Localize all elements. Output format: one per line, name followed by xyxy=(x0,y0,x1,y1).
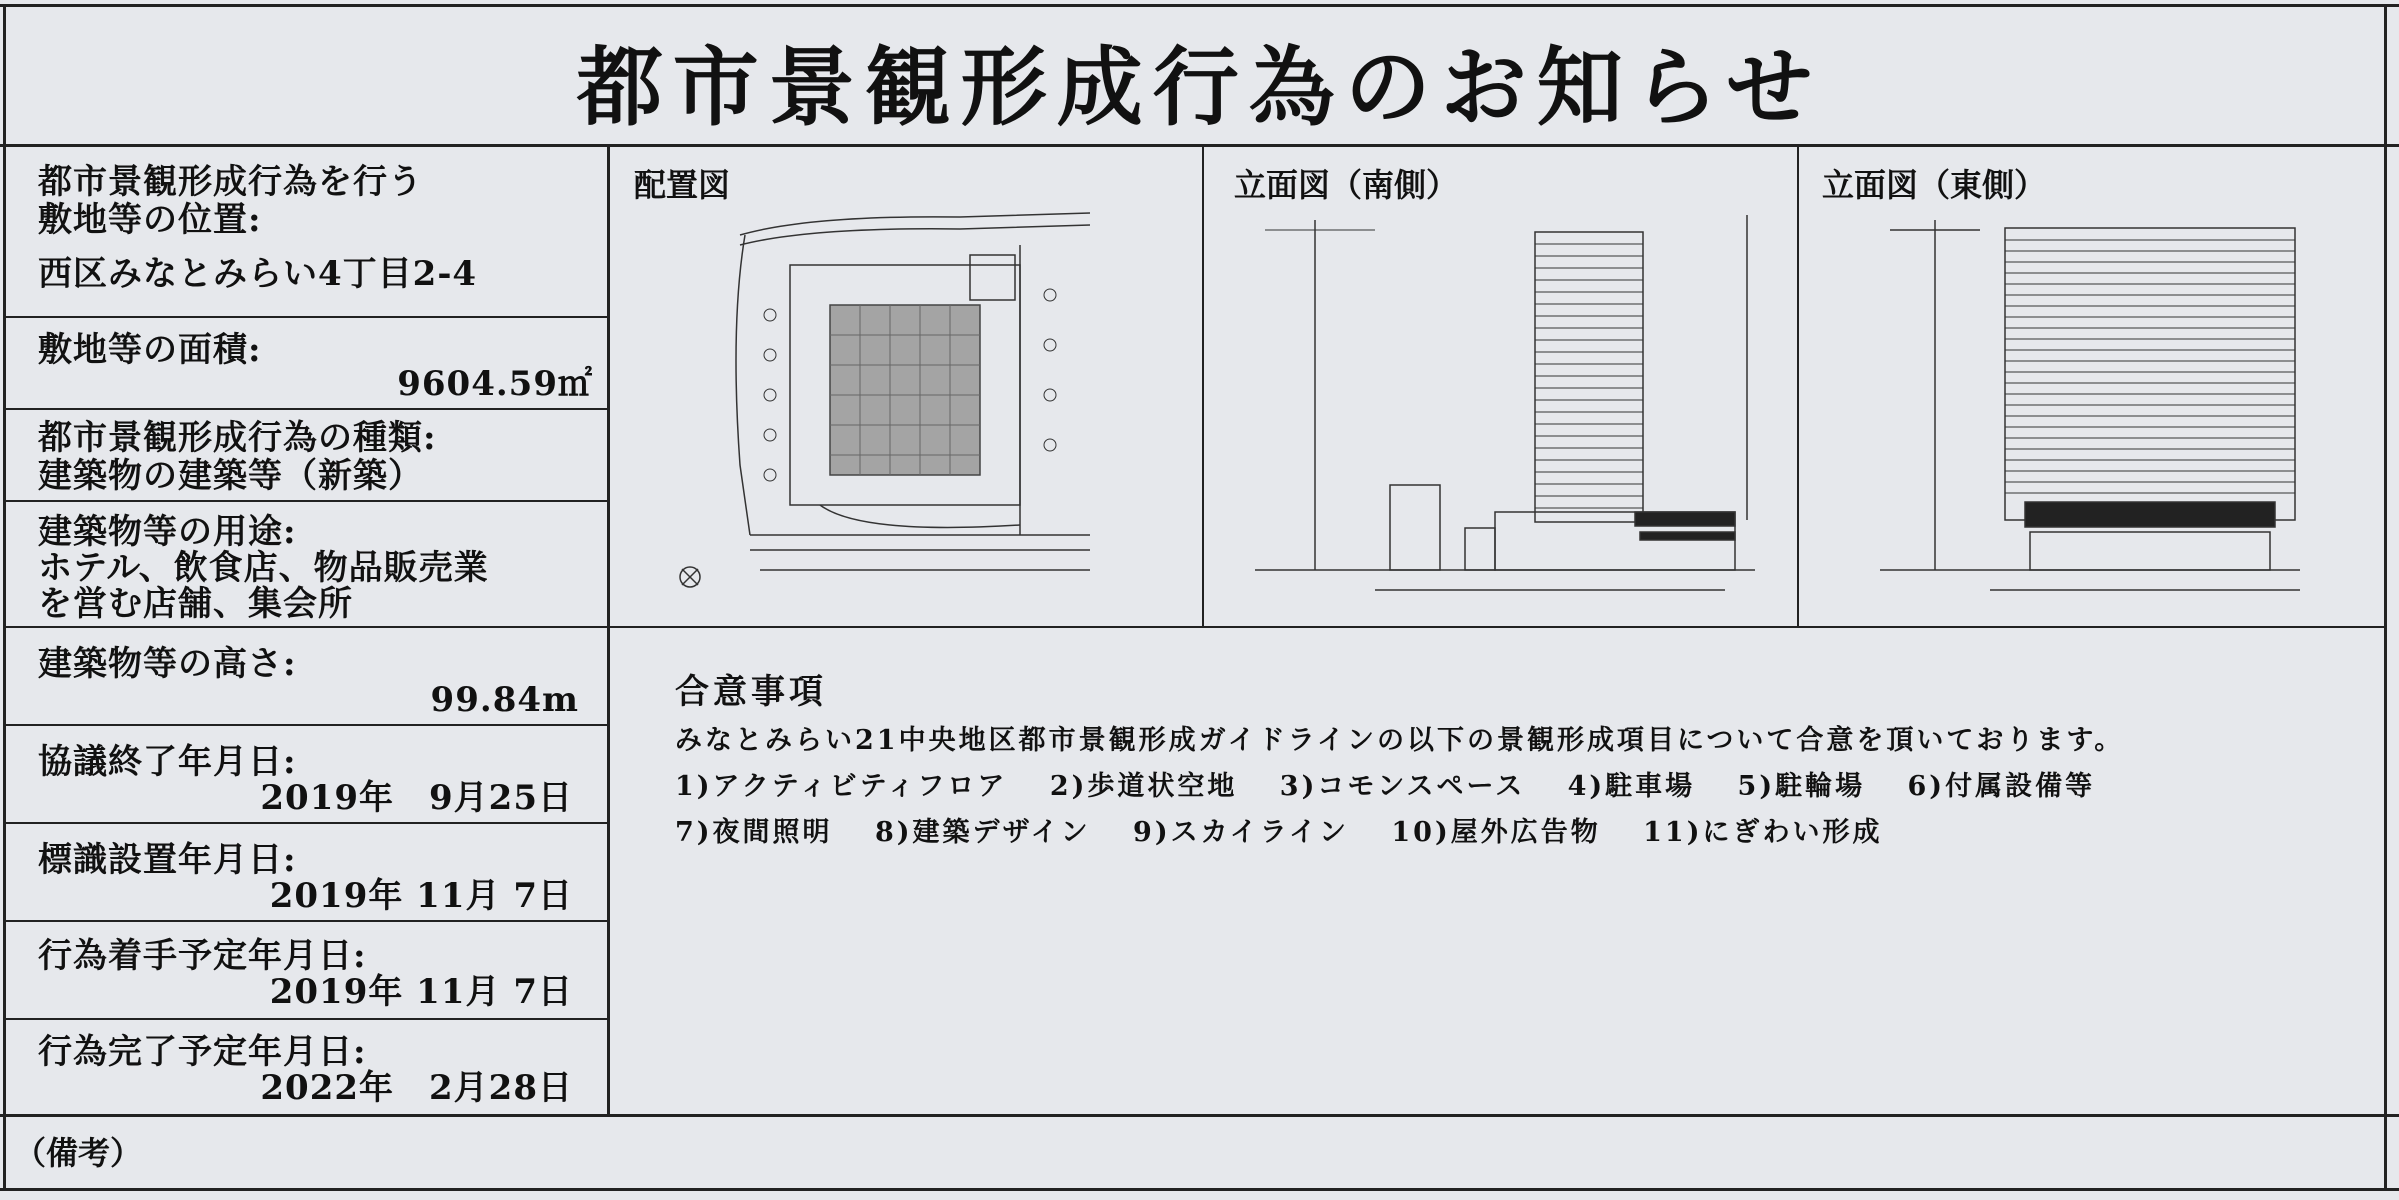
frame-top xyxy=(0,4,2399,7)
height-label: 建築物等の高さ: xyxy=(38,644,297,684)
frame-title-bottom xyxy=(0,144,2399,147)
type-value: 建築物の建築等（新築） xyxy=(38,456,423,496)
frame-bottom xyxy=(0,1188,2399,1191)
page-title: 都市景観形成行為のお知らせ xyxy=(576,37,1823,138)
info-column-divider xyxy=(607,144,610,1116)
location-label-2: 敷地等の位置: xyxy=(38,200,262,240)
info-sep-3 xyxy=(3,500,608,502)
location-label-1: 都市景観形成行為を行う xyxy=(38,162,423,202)
info-sep-6 xyxy=(3,822,608,824)
agreement-items-2: 7)夜間照明 8)建築デザイン 9)スカイライン 10)屋外広告物 11)にぎわい形成 xyxy=(675,817,1883,848)
drawing-divider-1 xyxy=(1202,144,1204,626)
area-label: 敷地等の面積: xyxy=(38,330,262,370)
info-sep-5 xyxy=(3,724,608,726)
info-sep-4 xyxy=(3,626,608,628)
info-sep-2 xyxy=(3,408,608,410)
height-value: 99.84m xyxy=(430,680,579,720)
drawing-divider-2 xyxy=(1797,144,1799,626)
use-label: 建築物等の用途: xyxy=(38,512,297,552)
drawings-bottom xyxy=(607,626,2386,628)
south-elevation-drawing xyxy=(1255,210,1775,610)
start-value: 2019年 11月 7日 xyxy=(269,972,573,1012)
end-value: 2022年 2月28日 xyxy=(260,1068,573,1108)
use-value-1: ホテル、飲食店、物品販売業 xyxy=(38,548,489,588)
site-plan-drawing xyxy=(660,205,1100,605)
frame-main-bottom xyxy=(0,1114,2399,1117)
agreement-intro: みなとみらい21中央地区都市景観形成ガイドラインの以下の景観形成項目について合意を頂いております。 xyxy=(675,725,2125,756)
frame-right xyxy=(2384,4,2387,1190)
info-sep-7 xyxy=(3,920,608,922)
start-label: 行為着手予定年月日: xyxy=(38,936,367,976)
end-label: 行為完了予定年月日: xyxy=(38,1032,367,1072)
consult-value: 2019年 9月25日 xyxy=(260,778,573,818)
frame-left xyxy=(3,4,6,1190)
info-sep-1 xyxy=(3,316,608,318)
info-sep-8 xyxy=(3,1018,608,1020)
agreement-heading: 合意事項 xyxy=(675,672,827,712)
east-elevation-drawing xyxy=(1880,210,2320,610)
type-label: 都市景観形成行為の種類: xyxy=(38,418,437,458)
sign-value: 2019年 11月 7日 xyxy=(269,876,573,916)
east-elevation-title: 立面図（東側） xyxy=(1822,166,2047,204)
south-elevation-title: 立面図（南側） xyxy=(1234,166,1459,204)
use-value-2: を営む店舗、集会所 xyxy=(38,584,353,624)
location-value: 西区みなとみらい4丁目2-4 xyxy=(38,254,478,294)
agreement-items-1: 1)アクティビティフロア 2)歩道状空地 3)コモンスペース 4)駐車場 5)駐輪場 6)付属設備等 xyxy=(675,771,2096,802)
site-plan-title: 配置図 xyxy=(634,166,731,204)
notes-label: （備考） xyxy=(14,1134,143,1172)
consult-label: 協議終了年月日: xyxy=(38,742,297,782)
sign-label: 標識設置年月日: xyxy=(38,840,297,880)
area-value: 9604.59㎡ xyxy=(397,364,593,404)
